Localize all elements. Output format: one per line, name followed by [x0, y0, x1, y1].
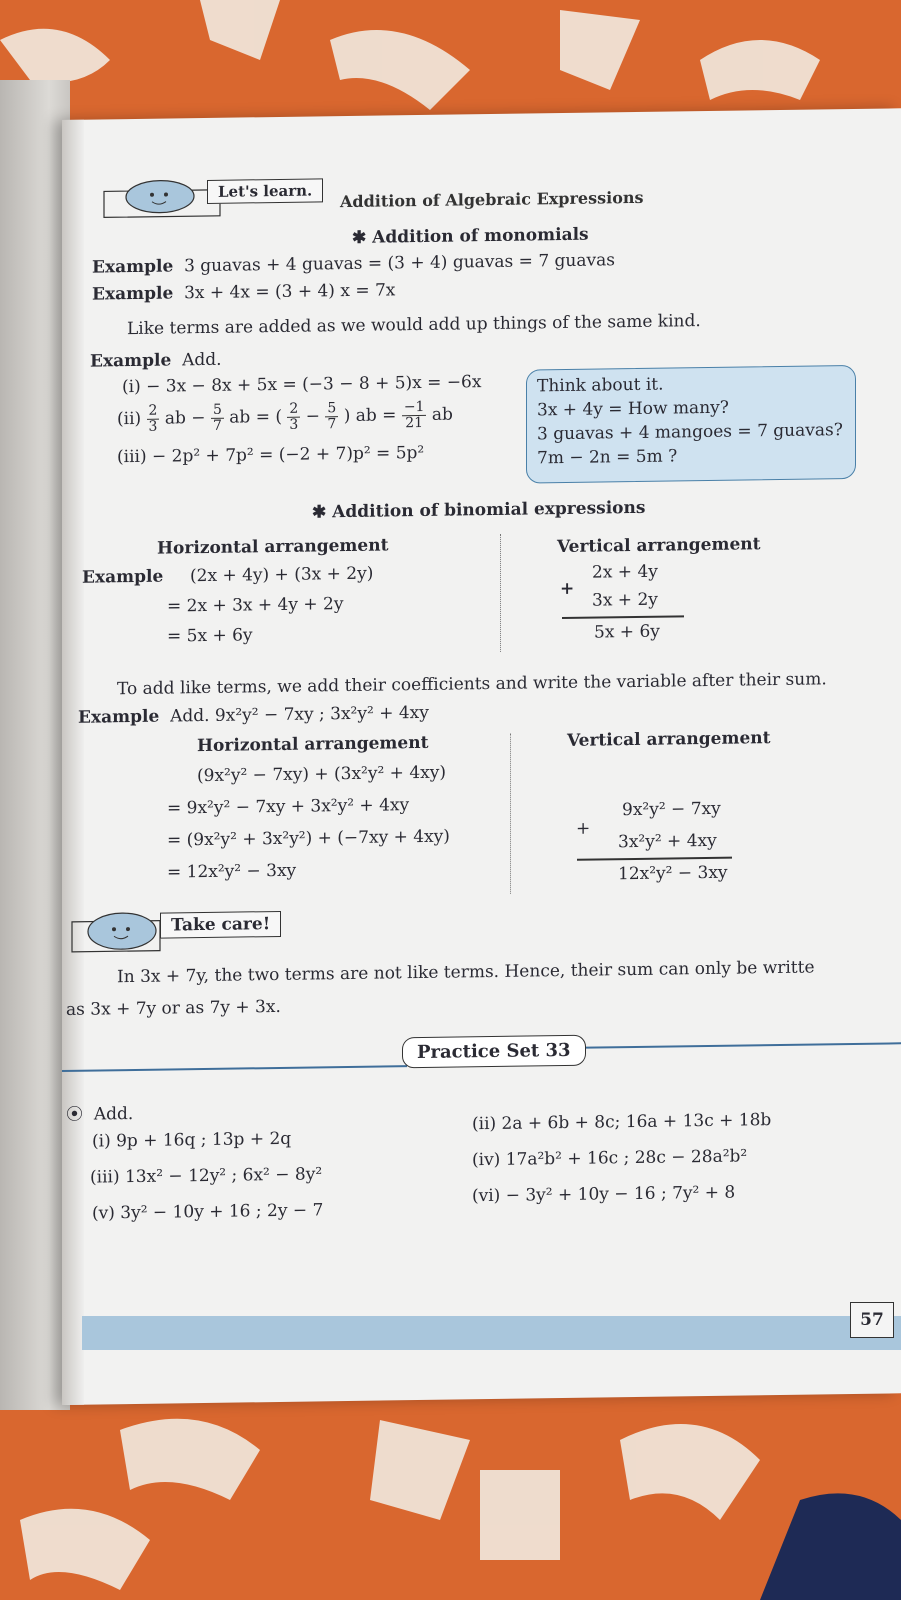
denominator: 21 — [405, 414, 424, 432]
practice-instruction — [66, 1099, 133, 1125]
think-line: 3 guavas + 4 mangoes = 7 guavas? — [537, 420, 843, 445]
sum-line — [577, 857, 732, 861]
binomial-heading-text: Addition of binomial expressions — [332, 497, 646, 523]
practice-add-text: Add. — [93, 1104, 134, 1125]
v2-top: 9x²y² − 7xy — [622, 798, 721, 821]
h2-line: (9x²y² − 7xy) + (3x²y² + 4xy) — [197, 762, 446, 787]
think-line: 3x + 4y = How many? — [537, 397, 729, 421]
h-line: = 2x + 3x + 4y + 2y — [167, 594, 344, 617]
denominator: 3 — [148, 418, 158, 435]
take-care-line: In 3x + 7y, the two terms are not like terms. Hence, their sum can only be writte — [117, 957, 815, 988]
monomials-heading-text: Addition of monomials — [372, 224, 589, 248]
example-1-text: 3 guavas + 4 guavas = (3 + 4) guavas = 7 guavas — [184, 250, 615, 277]
book-spine — [0, 80, 70, 1410]
v2-sum: 12x²y² − 3xy — [618, 862, 728, 885]
target-bullet-icon: ⦿ — [66, 1104, 83, 1125]
example-label: Example — [92, 256, 174, 278]
fraction — [287, 402, 300, 433]
divider-dotted — [510, 734, 511, 894]
monomial-item-i: (i) − 3x − 8x + 5x = (−3 − 8 + 5)x = −6x — [122, 372, 482, 398]
practice-rule-left — [62, 1065, 407, 1071]
item-ii-label: (ii) — [117, 408, 142, 430]
h2-line: = (9x²y² + 3x²y²) + (−7xy + 4xy) — [167, 826, 450, 851]
v-mid: 3x + 2y — [592, 589, 658, 611]
practice-set-title: Practice Set 33 — [402, 1035, 586, 1069]
example-2-text: 3x + 4x = (3 + 4) x = 7x — [184, 280, 396, 304]
denominator: 7 — [212, 417, 222, 434]
v2-mid: 3x²y² + 4xy — [618, 830, 717, 853]
example-label: Example — [82, 566, 164, 588]
h2-line: = 12x²y² − 3xy — [167, 860, 297, 883]
page-number: 57 — [850, 1302, 894, 1338]
practice-item: (ii) 2a + 6b + 8c; 16a + 13c + 18b — [472, 1110, 772, 1135]
example-label: Example — [92, 283, 174, 305]
v-top: 2x + 4y — [592, 561, 658, 583]
expr-part: ) ab = — [343, 405, 397, 427]
think-line: 7m − 2n = 5m ? — [537, 446, 678, 469]
practice-item: (iii) 13x² − 12y² ; 6x² − 8y² — [90, 1164, 323, 1188]
numerator: 2 — [148, 402, 158, 419]
expr-part: ab = ( — [229, 406, 282, 428]
numerator: 5 — [212, 401, 222, 418]
sum-line — [562, 615, 684, 618]
monomial-item-iii: (iii) − 2p² + 7p² = (−2 + 7)p² = 5p² — [117, 442, 425, 468]
lets-learn-tag: Let's learn. — [207, 178, 323, 204]
example-label: Example — [78, 706, 160, 728]
fraction — [402, 400, 427, 431]
numerator: 5 — [327, 400, 337, 417]
think-about-it-box — [526, 365, 856, 484]
v-sum: 5x + 6y — [594, 621, 660, 643]
practice-item: (v) 3y² − 10y + 16 ; 2y − 7 — [92, 1200, 324, 1224]
practice-item: (i) 9p + 16q ; 13p + 2q — [92, 1128, 292, 1152]
vertical-title-2: Vertical arrangement — [567, 728, 771, 751]
binomial-heading: ✱ Addition of binomial expressions — [312, 497, 646, 523]
monomials-heading: ✱ Addition of monomials — [352, 224, 589, 248]
cloud-mascot-icon — [102, 176, 222, 222]
example-label: Example — [90, 350, 172, 372]
footer-band — [82, 1316, 901, 1350]
example-1 — [92, 250, 615, 277]
practice-item: (vi) − 3y² + 10y − 16 ; 7y² + 8 — [472, 1182, 736, 1207]
h-line: = 5x + 6y — [167, 625, 253, 647]
fraction — [325, 401, 338, 432]
divider-dotted — [500, 534, 501, 652]
take-care-tag: Take care! — [160, 911, 281, 939]
page-edge — [62, 120, 84, 1405]
rule-note: To add like terms, we add their coefficients and write the variable after their sum. — [117, 669, 827, 700]
like-terms-note: Like terms are added as we would add up things of the same kind. — [127, 311, 701, 340]
example-3 — [90, 350, 222, 372]
example-4 — [78, 703, 429, 728]
vertical-title: Vertical arrangement — [557, 534, 761, 558]
numerator: −1 — [403, 398, 425, 416]
numerator: 2 — [289, 400, 299, 417]
denominator: 3 — [289, 416, 299, 433]
example-2 — [92, 280, 395, 304]
take-care-line: as 3x + 7y or as 7y + 3x. — [66, 996, 281, 1020]
textbook-page — [62, 108, 901, 1405]
horizontal-title: Horizontal arrangement — [157, 535, 389, 559]
monomial-item-ii — [117, 400, 453, 436]
practice-item: (iv) 17a²b² + 16c ; 28c − 28a²b² — [472, 1146, 748, 1171]
h-line: (2x + 4y) + (3x + 2y) — [190, 563, 374, 587]
practice-rule-right — [577, 1042, 901, 1048]
expr-part: ab − — [164, 407, 206, 429]
expr-part: ab — [431, 404, 453, 425]
example-4-text: Add. 9x²y² − 7xy ; 3x²y² + 4xy — [170, 702, 429, 727]
fraction — [211, 403, 224, 434]
v-plus: + — [560, 578, 575, 600]
think-title: Think about it. — [537, 374, 664, 397]
example-3-text: Add. — [182, 349, 222, 371]
denominator: 7 — [327, 416, 337, 433]
expr-part: − — [305, 406, 320, 427]
section-title: Addition of Algebraic Expressions — [340, 187, 644, 212]
cloud-mascot-icon — [70, 909, 164, 956]
fraction — [147, 404, 160, 435]
v2-plus: + — [576, 818, 591, 839]
h2-line: = 9x²y² − 7xy + 3x²y² + 4xy — [167, 795, 410, 819]
horizontal-title-2: Horizontal arrangement — [197, 732, 429, 757]
